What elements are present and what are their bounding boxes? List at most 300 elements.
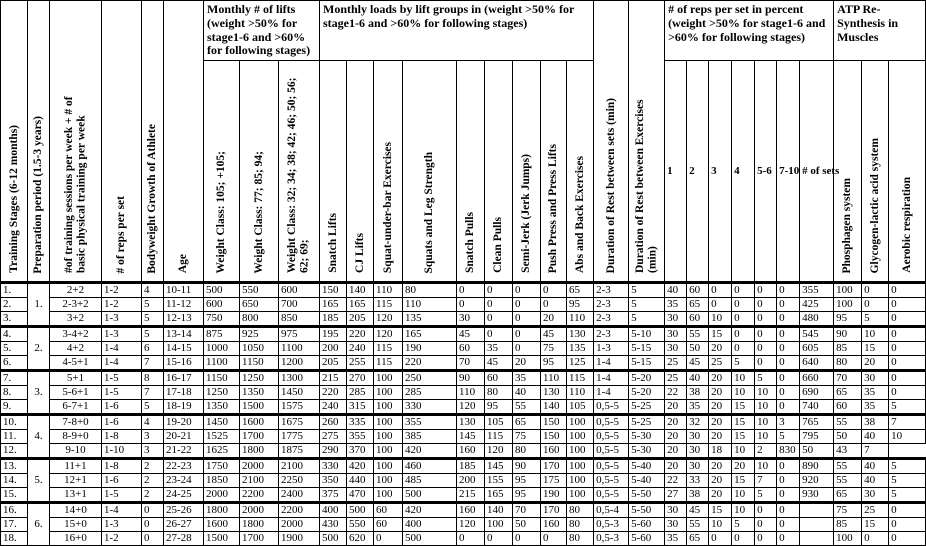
table-cell: 20 — [732, 459, 755, 474]
table-cell: 45 — [687, 356, 709, 371]
table-cell: 18-19 — [164, 400, 204, 415]
stage-cell: 6. — [1, 356, 28, 371]
table-cell: 0,5-3 — [594, 518, 629, 532]
table-cell: 20 — [709, 430, 732, 444]
stage-cell: 12. — [1, 444, 28, 459]
header-abs-back: Abs and Back Exercises — [567, 61, 594, 283]
table-cell: 1000 — [204, 342, 240, 356]
table-cell: 125 — [567, 356, 594, 371]
table-cell: 160 — [541, 444, 567, 459]
table-cell: 2+2 — [50, 283, 102, 298]
table-cell: 0 — [889, 518, 926, 532]
table-cell: 100 — [374, 474, 403, 488]
table-cell: 20 — [709, 474, 732, 488]
table-cell: 205 — [347, 312, 374, 327]
table-cell: 7-8+0 — [50, 415, 102, 430]
period-cell: 3. — [28, 371, 50, 415]
table-cell: 60 — [687, 312, 709, 327]
table-cell: 10 — [732, 488, 755, 503]
header-num-sets: # of sets — [800, 61, 834, 283]
table-cell: 115 — [485, 430, 513, 444]
table-cell: 545 — [800, 327, 834, 342]
table-cell: 0,5-5 — [594, 400, 629, 415]
table-cell: 38 — [687, 386, 709, 400]
table-cell: 3 — [777, 415, 800, 430]
table-cell: 22 — [665, 386, 687, 400]
table-cell: 5 — [732, 356, 755, 371]
table-cell: 100 — [374, 371, 403, 386]
table-cell: 17-18 — [164, 386, 204, 400]
table-cell: 40 — [513, 386, 541, 400]
header-age: Age — [164, 1, 204, 283]
header-reps-5-6: 5-6 — [755, 61, 777, 283]
table-cell: 400 — [320, 503, 347, 518]
table-cell: 65 — [834, 386, 862, 400]
stage-cell: 3. — [1, 312, 28, 327]
stage-cell: 9. — [1, 400, 28, 415]
table-cell: 2-3 — [594, 312, 629, 327]
table-cell: 600 — [204, 298, 240, 312]
table-cell: 5 — [142, 312, 164, 327]
table-cell: 5-50 — [629, 503, 665, 518]
table-cell: 6 — [142, 342, 164, 356]
table-cell: 5 — [889, 474, 926, 488]
table-cell: 2-3 — [594, 283, 629, 298]
table-cell: 1775 — [279, 430, 320, 444]
table-cell: 0 — [755, 283, 777, 298]
table-cell: 100 — [374, 444, 403, 459]
period-cell: 6. — [28, 503, 50, 546]
table-cell: 145 — [457, 430, 485, 444]
table-cell: 0 — [513, 327, 541, 342]
table-cell: 0,5-4 — [594, 503, 629, 518]
table-cell: 110 — [457, 386, 485, 400]
table-cell: 0 — [732, 342, 755, 356]
table-cell: 1250 — [204, 386, 240, 400]
table-cell: 26-27 — [164, 518, 204, 532]
table-cell: 3 — [142, 444, 164, 459]
table-cell: 1800 — [204, 503, 240, 518]
table-cell: 10 — [732, 444, 755, 459]
table-cell: 25 — [709, 356, 732, 371]
table-cell: 420 — [403, 444, 457, 459]
table-cell: 20 — [709, 488, 732, 503]
table-cell: 50 — [687, 342, 709, 356]
table-cell: 5 — [755, 488, 777, 503]
table-cell: 150 — [541, 430, 567, 444]
table-cell: 5-60 — [629, 518, 665, 532]
table-cell: 35 — [687, 400, 709, 415]
table-cell: 1-3 — [102, 518, 142, 532]
header-bodyweight-growth: Bodyweight Growth of Athlete — [142, 1, 164, 283]
header-snatch-lifts: Snatch Lifts — [320, 61, 347, 283]
table-cell: 45 — [541, 327, 567, 342]
table-cell: 25 — [862, 503, 889, 518]
table-cell: 0 — [513, 298, 541, 312]
header-reps-7-10: 7-10 — [777, 61, 800, 283]
table-cell: 10 — [755, 430, 777, 444]
table-cell: 95 — [834, 312, 862, 327]
stage-cell: 11. — [1, 430, 28, 444]
table-cell: 5 — [755, 371, 777, 386]
table-cell: 85 — [834, 518, 862, 532]
table-cell: 100 — [567, 444, 594, 459]
table-cell: 5 — [142, 400, 164, 415]
table-cell: 0 — [709, 532, 732, 546]
table-cell: 1-10 — [102, 444, 142, 459]
table-cell: 80 — [513, 444, 541, 459]
table-cell: 5-25 — [629, 400, 665, 415]
table-cell: 22 — [665, 474, 687, 488]
stage-cell: 2. — [1, 298, 28, 312]
table-cell: 5-40 — [629, 459, 665, 474]
table-cell: 35 — [862, 386, 889, 400]
table-cell: 80 — [567, 503, 594, 518]
table-cell: 100 — [834, 532, 862, 546]
table-cell: 0 — [777, 298, 800, 312]
table-cell: 215 — [457, 488, 485, 503]
header-monthly-loads: Monthly loads by lift groups in (weight >50% for stage1-6 and >60% for following stages) — [320, 1, 594, 61]
table-cell: 220 — [320, 386, 347, 400]
table-cell: 1575 — [279, 400, 320, 415]
table-cell: 1600 — [240, 415, 279, 430]
table-cell: 25-26 — [164, 503, 204, 518]
table-row — [1, 312, 926, 327]
table-cell: 1800 — [240, 518, 279, 532]
table-cell: 10 — [755, 459, 777, 474]
table-cell: 65 — [687, 532, 709, 546]
table-cell: 35 — [665, 532, 687, 546]
table-cell: 135 — [567, 342, 594, 356]
stage-cell: 15. — [1, 488, 28, 503]
table-cell: 4-5+1 — [50, 356, 102, 371]
table-cell: 130 — [567, 327, 594, 342]
table-cell: 660 — [800, 371, 834, 386]
table-cell: 100 — [567, 415, 594, 430]
table-cell: 130 — [457, 415, 485, 430]
header-weight-class-heavy: Weight Class: 105; +105; — [204, 61, 240, 283]
table-row — [1, 488, 926, 503]
table-cell: 500 — [320, 532, 347, 546]
table-row — [1, 415, 926, 430]
table-cell: 30 — [665, 503, 687, 518]
table-cell: 5-20 — [629, 371, 665, 386]
table-cell: 0 — [777, 371, 800, 386]
header-phosphagen: Phosphagen system — [834, 61, 862, 283]
stage-cell: 1. — [1, 283, 28, 298]
table-cell: 10-11 — [164, 283, 204, 298]
table-cell: 185 — [320, 312, 347, 327]
table-cell: 1500 — [240, 400, 279, 415]
table-cell: 135 — [403, 312, 457, 327]
table-cell: 0 — [777, 386, 800, 400]
table-cell: 0 — [889, 283, 926, 298]
table-cell: 470 — [347, 488, 374, 503]
table-cell: 375 — [320, 488, 347, 503]
table-row — [1, 283, 926, 298]
table-cell: 60 — [687, 283, 709, 298]
table-cell: 20 — [709, 371, 732, 386]
table-cell: 7 — [142, 386, 164, 400]
table-cell: 10 — [732, 503, 755, 518]
table-cell: 0,5-5 — [594, 459, 629, 474]
table-cell: 12+1 — [50, 474, 102, 488]
stage-cell: 7. — [1, 371, 28, 386]
table-cell: 3-4+2 — [50, 327, 102, 342]
table-cell: 130 — [541, 386, 567, 400]
header-rest-between-sets: Duration of Rest between sets (min) — [594, 1, 629, 283]
table-cell: 14-15 — [164, 342, 204, 356]
table-cell: 240 — [347, 342, 374, 356]
table-cell: 1675 — [279, 415, 320, 430]
table-cell: 1-3 — [102, 327, 142, 342]
table-cell: 2 — [755, 444, 777, 459]
table-cell: 90 — [513, 459, 541, 474]
table-cell: 43 — [834, 444, 862, 459]
table-cell: 80 — [403, 283, 457, 298]
table-cell: 20 — [513, 356, 541, 371]
table-cell: 55 — [687, 327, 709, 342]
table-cell: 70 — [457, 356, 485, 371]
stage-cell: 14. — [1, 474, 28, 488]
table-cell: 205 — [320, 356, 347, 371]
table-cell: 0 — [374, 532, 403, 546]
table-cell: 0,5-5 — [594, 474, 629, 488]
table-cell: 115 — [374, 342, 403, 356]
table-cell: 1450 — [204, 415, 240, 430]
table-cell: 35 — [485, 342, 513, 356]
table-cell: 1-4 — [594, 386, 629, 400]
table-cell: 920 — [800, 474, 834, 488]
table-cell: 20 — [665, 459, 687, 474]
table-cell: 100 — [374, 430, 403, 444]
table-cell: 0,5-5 — [594, 415, 629, 430]
table-cell: 1-4 — [102, 503, 142, 518]
table-cell: 80 — [567, 532, 594, 546]
table-cell: 10 — [709, 518, 732, 532]
table-cell: 11+1 — [50, 459, 102, 474]
table-cell: 25 — [665, 356, 687, 371]
table-cell: 285 — [403, 386, 457, 400]
table-cell: 10 — [732, 386, 755, 400]
table-cell: 100 — [567, 459, 594, 474]
table-cell: 0 — [777, 356, 800, 371]
table-cell: 460 — [403, 459, 457, 474]
table-cell: 890 — [800, 459, 834, 474]
table-cell: 0 — [541, 532, 567, 546]
table-cell: 255 — [347, 356, 374, 371]
table-cell: 16-17 — [164, 371, 204, 386]
table-cell: 15+0 — [50, 518, 102, 532]
table-cell: 150 — [320, 283, 347, 298]
table-cell: 160 — [541, 518, 567, 532]
table-cell: 80 — [485, 386, 513, 400]
table-cell: 55 — [834, 459, 862, 474]
table-cell: 20 — [709, 400, 732, 415]
table-cell: 1-6 — [102, 400, 142, 415]
table-cell: 270 — [347, 371, 374, 386]
table-cell: 2250 — [279, 474, 320, 488]
table-cell: 27 — [665, 488, 687, 503]
table-cell: 0 — [142, 503, 164, 518]
table-cell: 50 — [834, 430, 862, 444]
table-cell: 0 — [889, 371, 926, 386]
table-row — [1, 400, 926, 415]
table-cell: 2 — [142, 459, 164, 474]
table-cell: 32 — [687, 415, 709, 430]
table-cell: 1-2 — [102, 283, 142, 298]
table-cell: 23-24 — [164, 474, 204, 488]
table-cell: 800 — [240, 312, 279, 327]
table-cell: 60 — [485, 371, 513, 386]
table-cell: 30 — [665, 327, 687, 342]
table-cell: 30 — [665, 518, 687, 532]
table-cell: 0 — [541, 283, 567, 298]
table-cell: 18 — [709, 444, 732, 459]
table-cell: 100 — [374, 400, 403, 415]
table-cell: 75 — [541, 342, 567, 356]
table-cell: 1150 — [240, 356, 279, 371]
table-cell: 0 — [541, 298, 567, 312]
table-cell: 27-28 — [164, 532, 204, 546]
table-cell: 30 — [862, 371, 889, 386]
period-cell: 5. — [28, 459, 50, 503]
table-cell: 5-20 — [629, 386, 665, 400]
table-cell: 30 — [687, 430, 709, 444]
table-cell: 400 — [403, 518, 457, 532]
table-row — [1, 532, 926, 546]
table-cell: 925 — [240, 327, 279, 342]
table-cell: 650 — [240, 298, 279, 312]
table-cell: 0 — [485, 283, 513, 298]
table-cell: 0 — [777, 518, 800, 532]
table-cell: 30 — [862, 488, 889, 503]
table-cell: 20 — [709, 415, 732, 430]
table-cell: 40 — [862, 459, 889, 474]
table-cell: 20 — [665, 400, 687, 415]
table-cell: 90 — [834, 327, 862, 342]
table-cell: 260 — [320, 415, 347, 430]
table-cell: 95 — [567, 298, 594, 312]
table-cell: 110 — [567, 312, 594, 327]
table-cell: 5 — [889, 459, 926, 474]
table-cell: 65 — [687, 298, 709, 312]
table-cell: 1300 — [279, 371, 320, 386]
table-cell: 115 — [374, 298, 403, 312]
header-reps-percent: # of reps per set in percent (weight >50% for stage1-6 and >60% for following stages) — [665, 1, 834, 61]
table-cell: 15 — [732, 400, 755, 415]
period-cell: 1. — [28, 283, 50, 327]
table-cell: 0 — [777, 532, 800, 546]
table-cell: 105 — [567, 400, 594, 415]
table-cell: 5-6+1 — [50, 386, 102, 400]
table-cell: 1150 — [204, 371, 240, 386]
table-cell: 13+1 — [50, 488, 102, 503]
table-cell: 0 — [889, 386, 926, 400]
table-cell: 875 — [204, 327, 240, 342]
table-cell: 20 — [665, 430, 687, 444]
table-cell: 1-2 — [102, 298, 142, 312]
table-cell: 5 — [142, 327, 164, 342]
table-cell: 250 — [403, 371, 457, 386]
table-cell: 2400 — [279, 488, 320, 503]
table-cell: 2-3 — [594, 327, 629, 342]
header-weight-class-middle: Weight Class: 77; 85; 94; — [240, 61, 279, 283]
table-cell: 15 — [709, 327, 732, 342]
table-cell: 30 — [687, 444, 709, 459]
table-cell: 5+1 — [50, 371, 102, 386]
table-cell: 830 — [777, 444, 800, 459]
table-cell: 200 — [320, 342, 347, 356]
table-cell: 0 — [755, 312, 777, 327]
header-squat-under-bar: Squat-under-bar Exercises — [374, 61, 403, 283]
table-cell: 9-10 — [50, 444, 102, 459]
table-cell: 0 — [777, 342, 800, 356]
table-cell: 24-25 — [164, 488, 204, 503]
table-cell: 0 — [755, 532, 777, 546]
table-cell: 80 — [834, 356, 862, 371]
table-cell: 10 — [755, 386, 777, 400]
table-cell: 0 — [755, 298, 777, 312]
table-cell: 690 — [800, 386, 834, 400]
table-cell: 175 — [541, 474, 567, 488]
table-cell: 1050 — [240, 342, 279, 356]
table-cell: 0 — [513, 283, 541, 298]
table-cell: 160 — [457, 503, 485, 518]
table-cell: 5-50 — [629, 488, 665, 503]
period-cell: 2. — [28, 327, 50, 371]
table-cell: 0 — [777, 312, 800, 327]
table-cell: 240 — [320, 400, 347, 415]
table-cell: 20-21 — [164, 430, 204, 444]
table-cell: 430 — [320, 518, 347, 532]
table-cell: 550 — [347, 518, 374, 532]
table-cell: 1-6 — [102, 474, 142, 488]
table-cell: 120 — [374, 312, 403, 327]
table-cell: 1-4 — [102, 356, 142, 371]
table-cell: 355 — [800, 283, 834, 298]
table-cell: 15 — [732, 474, 755, 488]
table-cell: 140 — [485, 503, 513, 518]
table-cell: 7 — [889, 415, 926, 430]
header-cj-lifts: CJ Lifts — [347, 61, 374, 283]
table-cell: 185 — [457, 459, 485, 474]
table-cell: 30 — [665, 312, 687, 327]
table-cell: 2200 — [279, 503, 320, 518]
table-cell: 600 — [279, 283, 320, 298]
table-cell: 4 — [142, 415, 164, 430]
table-cell: 5 — [629, 312, 665, 327]
table-cell: 1200 — [279, 356, 320, 371]
table-cell: 0 — [142, 532, 164, 546]
header-atp-resynthesis: ATP Re-Synthesis in Muscles — [834, 1, 926, 61]
table-cell: 335 — [347, 415, 374, 430]
table-cell: 315 — [347, 400, 374, 415]
header-snatch-pulls: Snatch Pulls — [457, 61, 485, 283]
table-row — [1, 518, 926, 532]
table-cell: 38 — [862, 415, 889, 430]
table-cell: 1-4 — [102, 342, 142, 356]
table-cell: 0,5-5 — [594, 430, 629, 444]
table-cell: 15-16 — [164, 356, 204, 371]
table-cell: 5 — [142, 298, 164, 312]
table-cell: 120 — [457, 400, 485, 415]
table-cell: 1100 — [279, 342, 320, 356]
stage-cell: 4. — [1, 327, 28, 342]
table-cell: 765 — [800, 415, 834, 430]
table-cell: 70 — [513, 503, 541, 518]
header-monthly-lifts: Monthly # of lifts (weight >50% for stage1-6 and >60% for following stages) — [204, 1, 320, 61]
